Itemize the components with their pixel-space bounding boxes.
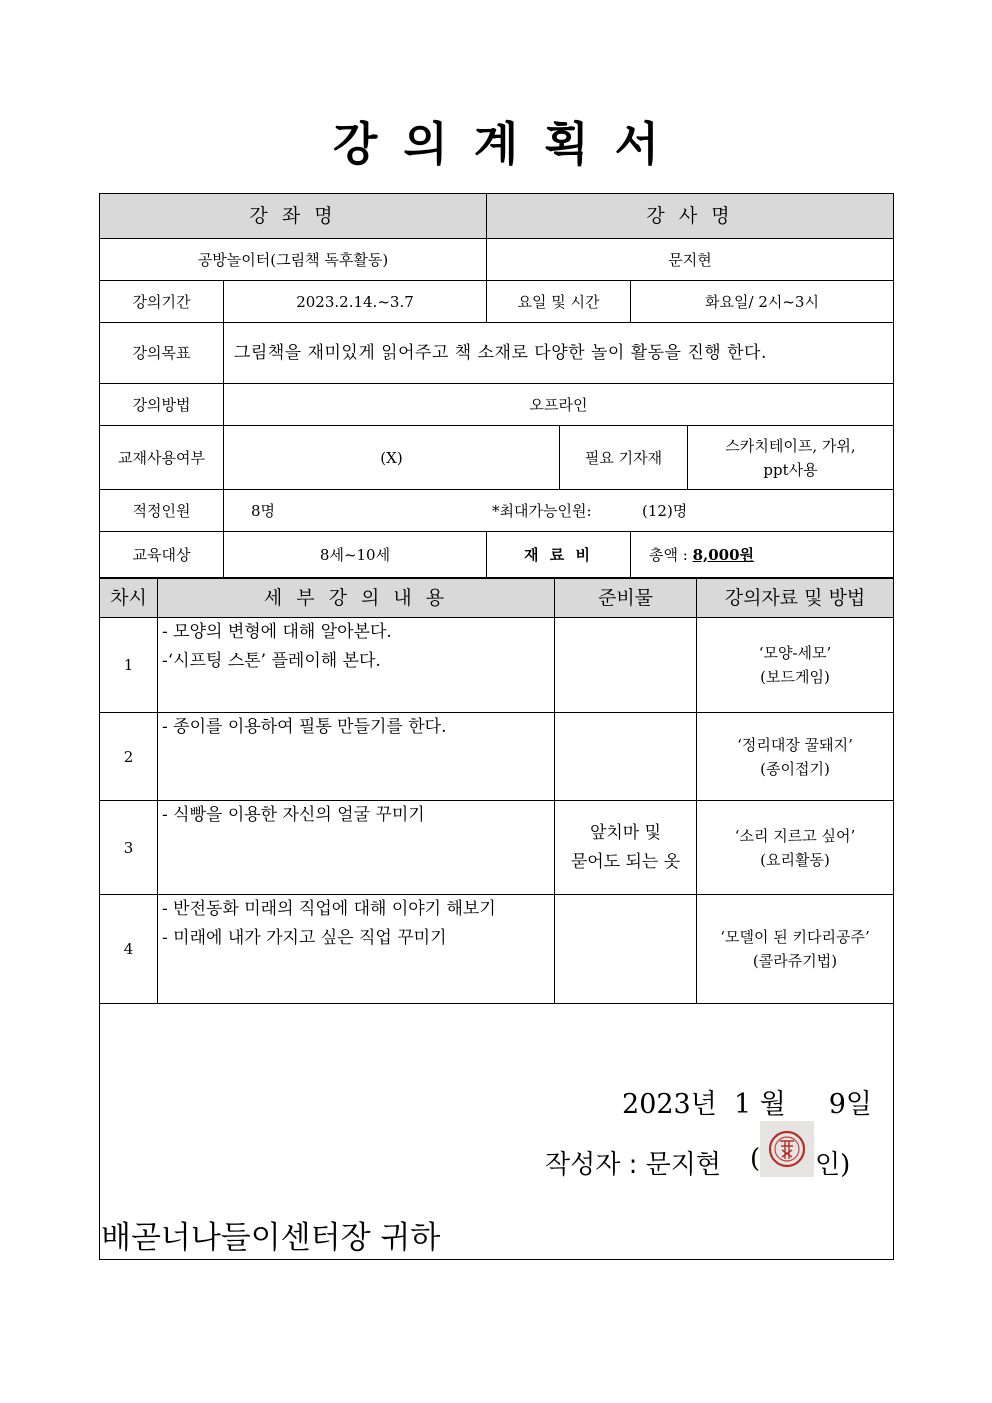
material-line: ‘모양-세모’: [758, 644, 832, 662]
goal-value: 그림책을 재미있게 읽어주고 책 소재로 다양한 놀이 활동을 진행 한다.: [234, 343, 767, 363]
fee-amount: 8,000원: [692, 545, 755, 564]
target-value: 8세~10세: [319, 545, 391, 564]
material-line: ‘정리대장 꿀돼지’: [737, 735, 853, 754]
material-line: (요리활동): [760, 850, 830, 869]
author-label: 작성자 : 문지현: [545, 1150, 721, 1180]
seal-stamp-icon: [760, 1121, 814, 1177]
textbook-value: (X): [380, 448, 403, 467]
time-value: 화요일/ 2시~3시: [705, 292, 819, 311]
period-label: 강의기간: [132, 292, 191, 311]
goal-label: 강의목표: [132, 344, 191, 362]
equipment-line: 스카치테이프, 가위,: [725, 436, 856, 455]
time-label: 요일 및 시간: [517, 292, 600, 311]
recipient: 배곧너나들이센터장 귀하: [101, 1220, 441, 1256]
seal-close-label: 인): [815, 1150, 851, 1180]
content-line: - 모양의 변형에 대해 알아본다.: [162, 622, 392, 642]
prep-header: 준비물: [597, 587, 654, 609]
content-header: 세 부 강 의 내 용: [263, 587, 449, 609]
session-number: 4: [123, 940, 134, 958]
material-line: (보드게임): [760, 668, 830, 686]
session-content: [158, 618, 554, 712]
session-content: [158, 801, 554, 894]
course-name-value: 공방놀이터(그림책 독후활동): [197, 250, 389, 269]
content-line: - 반전동화 미래의 직업에 대해 이야기 해보기: [162, 899, 496, 919]
content-line: - 식빵을 이용한 자신의 얼굴 꾸미기: [162, 805, 425, 825]
fee-prefix: 총액 :: [649, 545, 693, 564]
textbook-label: 교재사용여부: [118, 448, 205, 467]
seal-open-paren: (: [750, 1144, 761, 1174]
session-number: 1: [123, 656, 134, 674]
signature-date: 2023년 1 월 9일: [622, 1089, 872, 1120]
material-line: (콜라쥬기법): [752, 952, 838, 970]
course-name-header: 강 좌 명: [249, 205, 337, 227]
method-label: 강의방법: [132, 395, 191, 414]
content-line: - 종이를 이용하여 필통 만들기를 한다.: [162, 717, 447, 737]
method-value: 오프라인: [529, 395, 588, 414]
capacity-value: 8명: [251, 501, 276, 520]
content-line: - 미래에 내가 가지고 싶은 직업 꾸미기: [162, 928, 447, 948]
equipment-line: ppt사용: [763, 460, 818, 479]
session-content: [158, 713, 554, 800]
prep-line: 묻어도 되는 옷: [570, 851, 681, 872]
instructor-name-value: 문지현: [668, 250, 712, 269]
material-line: ‘소리 지르고 싶어’: [734, 826, 856, 845]
material-line: ‘모델이 된 키다리공주’: [720, 928, 870, 946]
content-line: -‘시프팅 스톤’ 플레이해 본다.: [162, 651, 381, 671]
session-prep: [555, 801, 696, 894]
material-header: 강의자료 및 방법: [724, 587, 866, 609]
capacity-label: 적정인원: [132, 501, 191, 520]
material-line: (종이접기): [760, 759, 830, 778]
session-content: [158, 895, 554, 1003]
equipment-label: 필요 기자재: [584, 448, 663, 467]
equipment-value: [688, 426, 893, 489]
max-capacity-value: (12)명: [642, 501, 688, 520]
period-value: 2023.2.14.~3.7: [296, 292, 414, 311]
target-label: 교육대상: [132, 545, 191, 564]
session-material: [697, 801, 893, 894]
session-material: [697, 713, 893, 800]
fee-value-cell: [631, 532, 893, 577]
session-header: 차시: [110, 587, 147, 609]
prep-line: 앞치마 및: [589, 822, 662, 843]
session-number: 2: [123, 747, 134, 766]
fee-label: 재 료 비: [524, 545, 593, 564]
max-capacity-label: *최대가능인원:: [492, 501, 592, 520]
instructor-name-header: 강 사 명: [646, 205, 734, 227]
document-title: 강의계획서: [332, 117, 686, 171]
session-number: 3: [123, 838, 134, 857]
session-material: [697, 895, 893, 1003]
session-material: [697, 618, 893, 712]
